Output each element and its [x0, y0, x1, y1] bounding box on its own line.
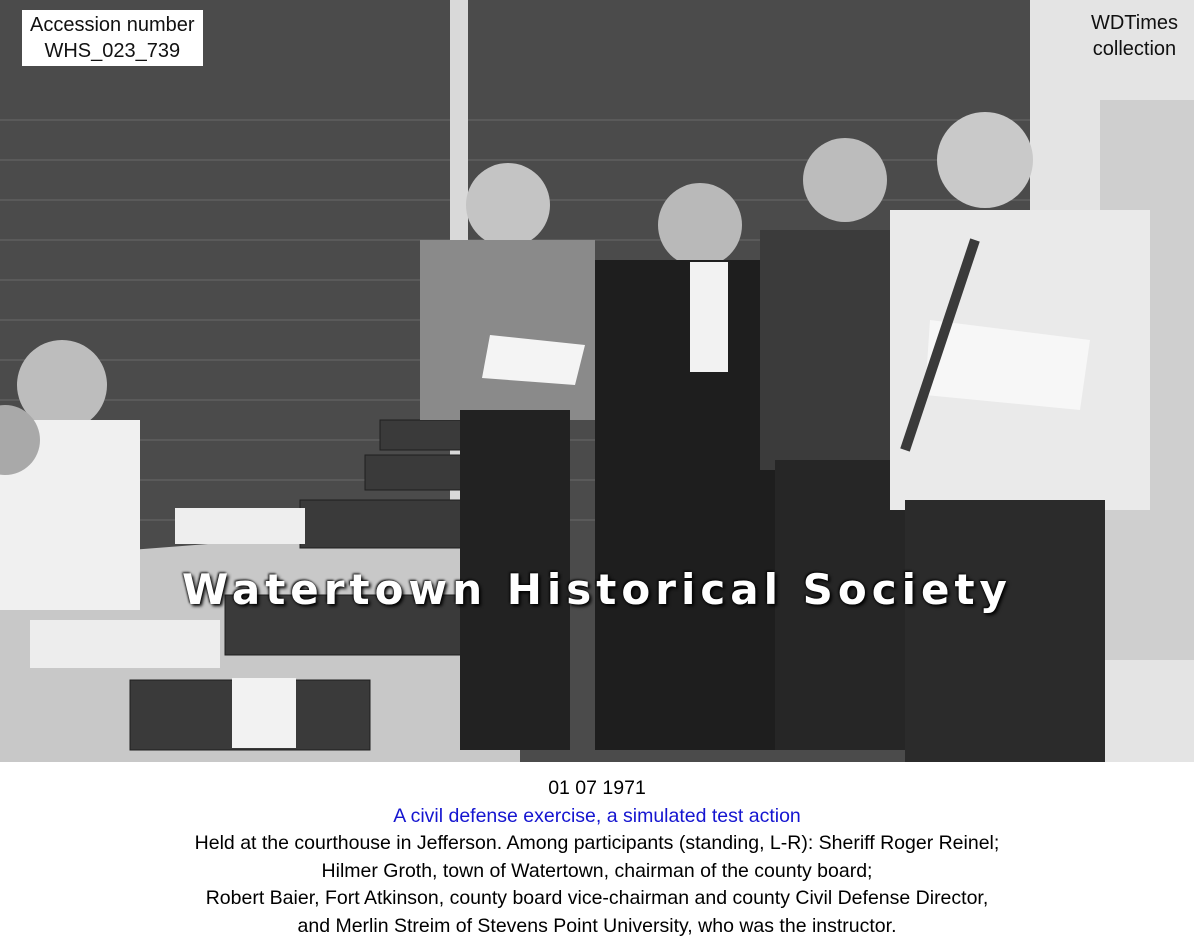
caption-line-2: Hilmer Groth, town of Watertown, chairman of the county board; [321, 859, 873, 882]
photo-caption [0, 775, 1194, 940]
watermark: Watertown Historical Society [182, 565, 1012, 614]
accession-number: WHS_023_739 [44, 40, 181, 62]
caption-line-1: Held at the courthouse in Jefferson. Among participants (standing, L-R): Sheriff Roger Reinel; [194, 832, 1000, 854]
caption-line-4: and Merlin Streim of Stevens Point University, who was the instructor. [297, 914, 897, 937]
collection-label-box [1083, 8, 1186, 64]
accession-label-box [22, 10, 203, 66]
caption-line-3: Robert Baier, Fort Atkinson, county board vice-chairman and county Civil Defense Director, [205, 887, 989, 909]
accession-label: Accession number [30, 14, 195, 36]
collection-line-2: collection [1092, 38, 1177, 60]
collection-line-1: WDTimes [1090, 12, 1178, 34]
caption-date: 01 07 1971 [548, 777, 646, 799]
caption-title: A civil defense exercise, a simulated test action [393, 804, 801, 827]
